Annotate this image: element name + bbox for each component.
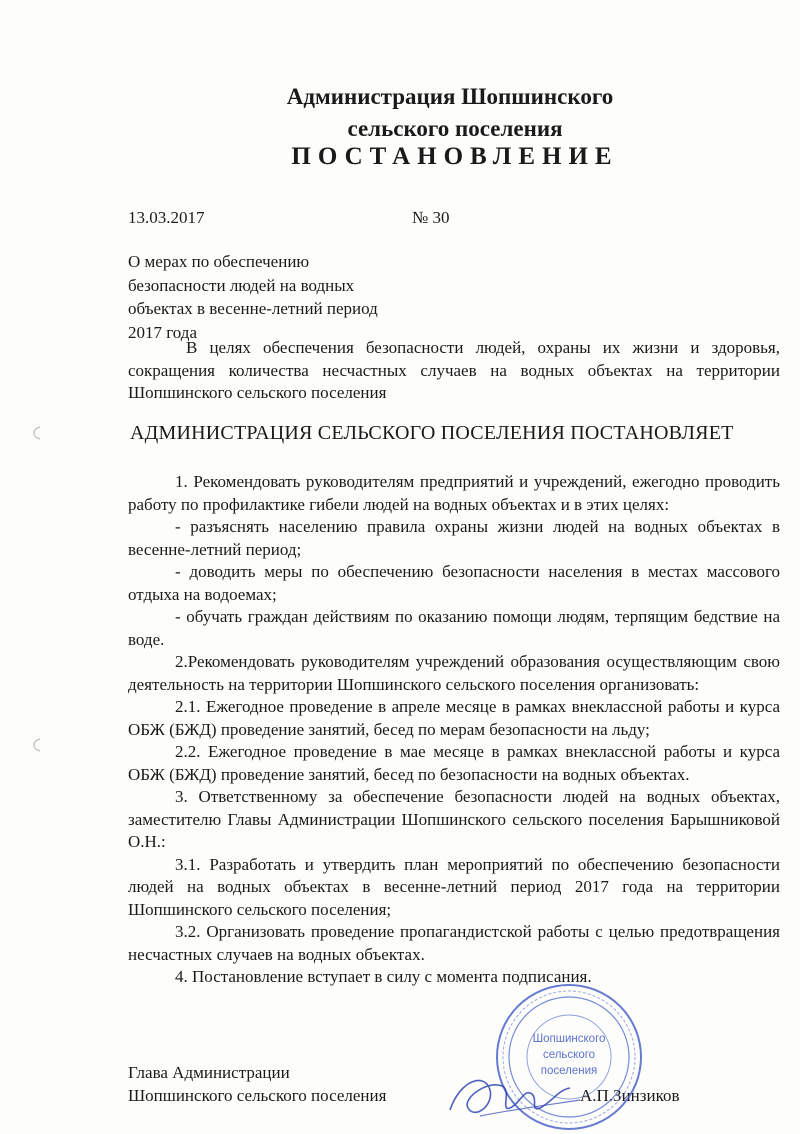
decree-body — [128, 471, 780, 989]
org-name-line2: сельского поселения — [347, 116, 563, 141]
stamp-text-line2: сельского — [542, 1049, 596, 1061]
doc-type-title: ПОСТАНОВЛЕНИЕ — [291, 143, 619, 170]
doc-subject — [128, 250, 448, 344]
subject-line: объектах в весенне-летний период — [128, 299, 378, 318]
stamp-text-line3: поселения — [540, 1065, 598, 1077]
paragraph-1-bullet: - разъяснять населению правила охраны жизни людей на водных объектах в весенне-летний период; — [128, 517, 780, 559]
paragraph-3-1: 3.1. Разработать и утвердить план мероприятий по обеспечению безопасности людей на водных объектах в весенне-летний период 2017 года на территории Шопшинского сельского поселения; — [128, 854, 780, 919]
doc-number: № 30 — [412, 208, 450, 227]
scan-mark-icon — [28, 737, 42, 753]
paragraph-3: 3. Ответственному за обеспечение безопасности людей на водных объектах, заместителю Главы Администрации Шопшинского сельского поселения Барышниковой О.Н.: — [128, 787, 780, 851]
handwritten-signature — [440, 1050, 600, 1134]
paragraph-1: 1. Рекомендовать руководителям предприятий и учреждений, ежегодно проводить работу по профилактике гибели людей на водных объектах и в этих целях: — [128, 472, 780, 514]
preamble — [128, 337, 780, 405]
subject-line: О мерах по обеспечению — [128, 252, 310, 271]
subject-line: безопасности людей на водных — [128, 275, 355, 295]
org-name-line1: Администрация Шопшинского — [286, 84, 614, 109]
signatory-position-line1: Глава Администрации — [128, 1063, 290, 1082]
stamp-text-line1: Шопшинского — [532, 1033, 606, 1045]
subject-line: 2017 года — [128, 322, 198, 342]
signatory-position-line2: Шопшинского сельского поселения — [128, 1086, 387, 1105]
paragraph-2-2: 2.2. Ежегодное проведение в мае месяце в рамках внеклассной работы и курса ОБЖ (БЖД) проведение занятий, бесед по безопасности на водных объектах. — [128, 742, 780, 784]
admin-decree-heading: АДМИНИСТРАЦИЯ СЕЛЬСКОГО ПОСЕЛЕНИЯ ПОСТАНОВЛЯЕТ — [130, 422, 734, 444]
paragraph-4: 4. Постановление вступает в силу с момента подписания. — [175, 967, 592, 986]
signatory-name: А.П.Зинзиков — [580, 1086, 680, 1105]
paragraph-2-1: 2.1. Ежегодное проведение в апреле месяце в рамках внеклассной работы и курса ОБЖ (БЖД) проведение занятий, бесед по мерам безопасности на льду; — [128, 697, 780, 739]
paragraph-2: 2.Рекомендовать руководителям учреждений образования осуществляющим свою деятельность на территории Шопшинского сельского поселения организовать: — [128, 652, 780, 694]
preamble-text: В целях обеспечения безопасности людей, охраны их жизни и здоровья, сокращения количества несчастных случаев на водных объектах на территории Шопшинского сельского поселения — [128, 338, 780, 402]
paragraph-1-bullet: - доводить меры по обеспечению безопасности населения в местах массового отдыха на водоемах; — [128, 562, 780, 604]
paragraph-1-bullet: - обучать граждан действиям по оказанию помощи людям, терпящим бедствие на воде. — [128, 607, 780, 649]
doc-date: 13.03.2017 — [128, 208, 205, 227]
paragraph-3-2: 3.2. Организовать проведение пропагандистской работы с целью предотвращения несчастных случаев на водных объектах. — [128, 922, 780, 964]
scan-mark-icon — [28, 425, 42, 441]
